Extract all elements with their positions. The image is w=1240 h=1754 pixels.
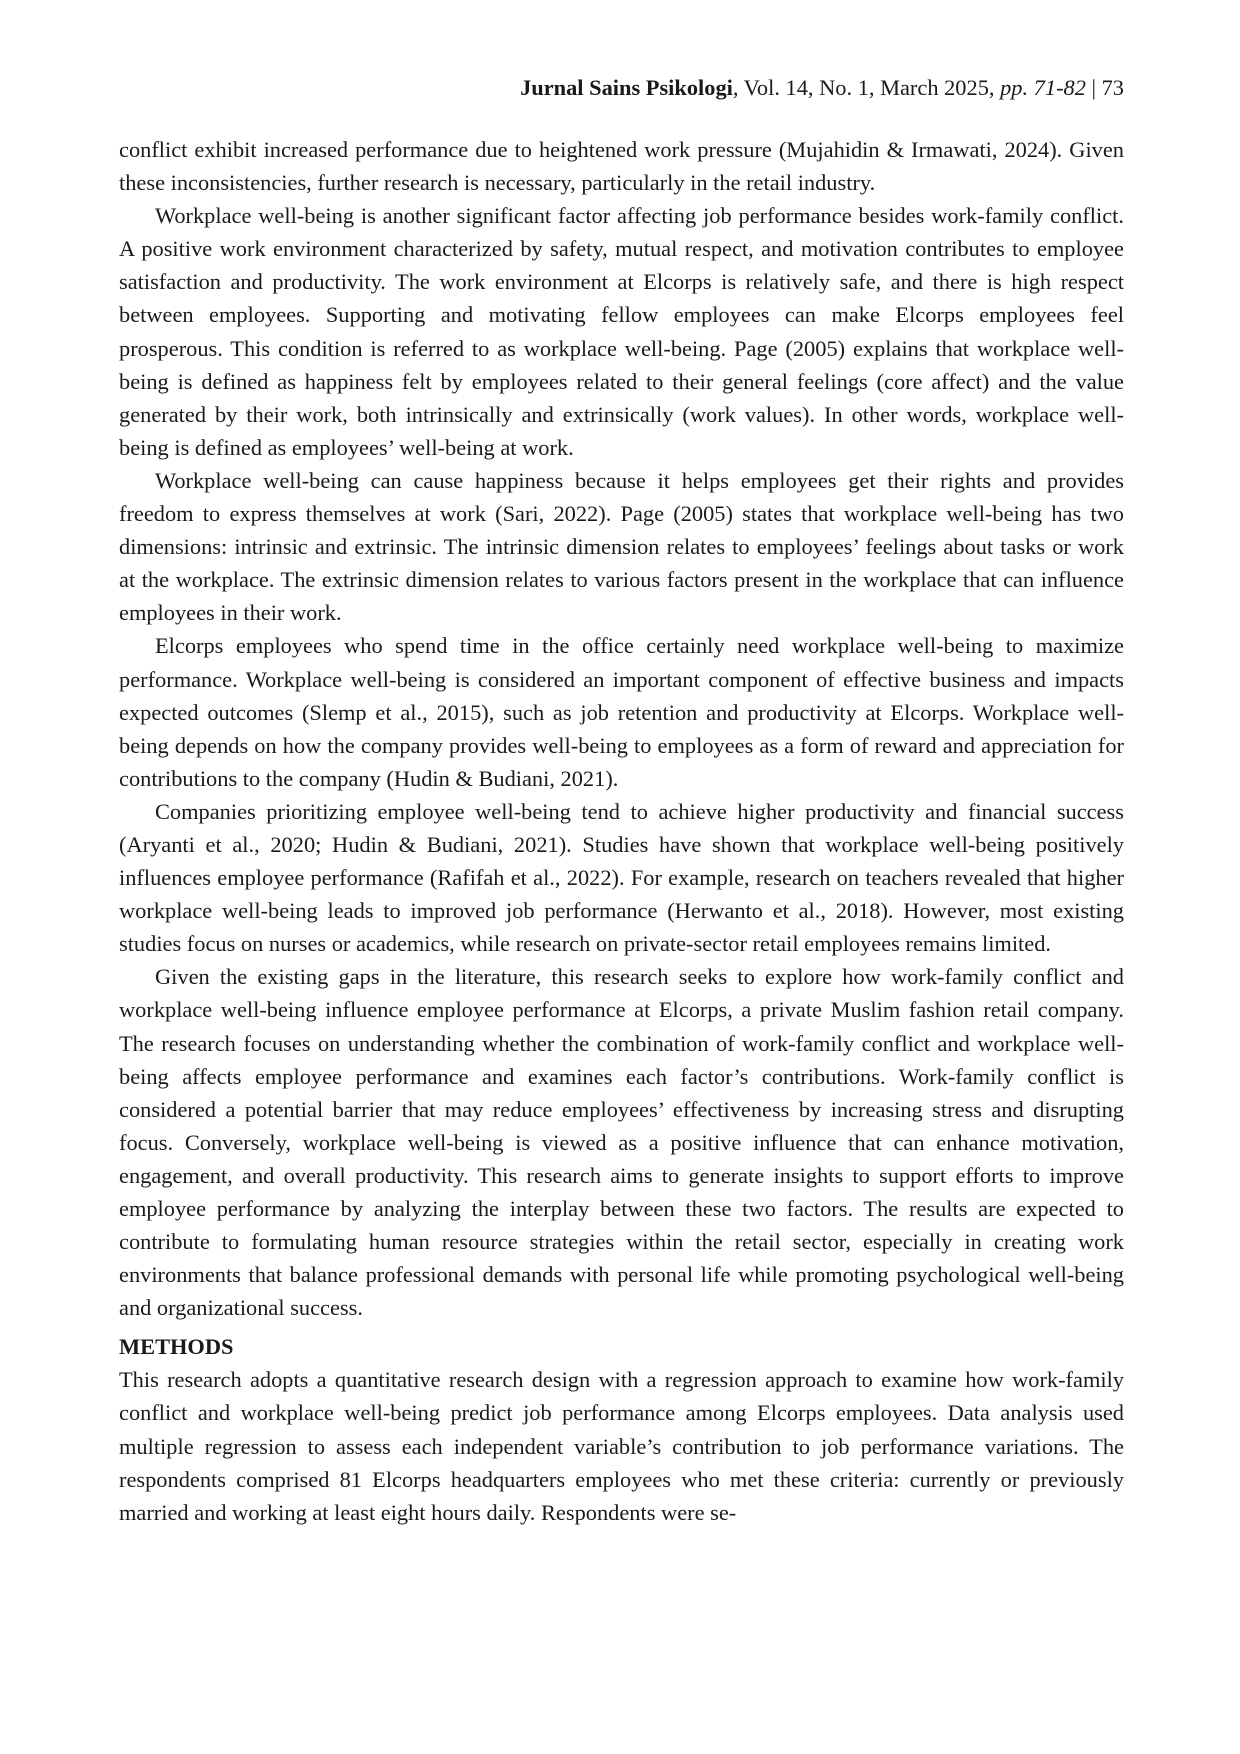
running-header [119,74,1124,102]
journal-title: Jurnal Sains Psikologi [520,75,733,100]
paragraph-continued: conflict exhibit increased performance due to heightened work pressure (Mujahidin & Irmawati, 2024). Given these inconsistencies, further research is necessary, particularly in the retail industry. [119,137,1124,196]
header-separator: | [1085,75,1102,100]
paragraph-workplace-wellbeing: Workplace well-being is another significant factor affecting job performance besides work-family conflict. A positive work environment characterized by safety, mutual respect, and motivation contributes to employee satisfaction and productivity. The work environment at Elcorps is relatively safe, and there is high respect between employees. Supporting and motivating fellow employees can make Elcorps employees feel prosperous. This condition is referred to as workplace well-being. Page (2005) explains that workplace well-being is defined as happiness felt by employees related to their general feelings (core affect) and the value generated by their work, both intrinsically and extrinsically (work values). In other words, workplace well-being is defined as employees’ well-being at work. [119,203,1124,460]
page-number: 73 [1101,75,1124,100]
paragraph-elcorps-performance: Elcorps employees who spend time in the office certainly need workplace well-being to maximize performance. Workplace well-being is considered an important component of effective business and impacts expected outcomes (Slemp et al., 2015), such as job retention and productivity at Elcorps. Workplace well-being depends on how the company provides well-being to employees as a form of reward and appreciation for contributions to the company (Hudin & Budiani, 2021). [119,633,1124,791]
page-range: pp. 71-82 [1000,75,1086,100]
paragraph-happiness-dimensions: Workplace well-being can cause happiness because it helps employees get their rights and provides freedom to express themselves at work (Sari, 2022). Page (2005) states that workplace well-being has two dimensions: intrinsic and extrinsic. The intrinsic dimension relates to employees’ feelings about tasks or work at the workplace. The extrinsic dimension relates to various factors present in the workplace that can influence employees in their work. [119,467,1124,626]
paragraph-productivity-studies: Companies prioritizing employee well-being tend to achieve higher productivity and financial success (Aryanti et al., 2020; Hudin & Budiani, 2021). Studies have shown that workplace well-being positively influences employee performance (Rafifah et al., 2022). For example, research on teachers revealed that higher workplace well-being leads to improved job performance (Herwanto et al., 2018). However, most existing studies focus on nurses or academics, while research on private-sector retail employees remains limited. [119,798,1124,957]
methods-heading: METHODS [119,1334,234,1360]
paragraph-research-gaps: Given the existing gaps in the literature, this research seeks to explore how work-family conflict and workplace well-being influence employee performance at Elcorps, a private Muslim fashion retail company. The research focuses on understanding whether the combination of work-family conflict and workplace well-being affects employee performance and examines each factor’s contributions. Work-family conflict is considered a potential barrier that may reduce employees’ effectiveness by increasing stress and disrupting focus. Conversely, workplace well-being is viewed as a positive influence that can enhance motivation, engagement, and overall productivity. This research aims to generate insights to support efforts to improve employee performance by analyzing the interplay between these two factors. The results are expected to contribute to formulating human resource strategies within the retail sector, especially in creating work environments that balance professional demands with personal life while promoting psychological well-being and organizational success. [119,964,1124,1321]
paragraph-methods: This research adopts a quantitative research design with a regression approach to examine how work-family conflict and workplace well-being predict job performance among Elcorps employees. Data analysis used multiple regression to assess each independent variable’s contribution to job performance variations. The respondents comprised 81 Elcorps headquarters employees who met these criteria: currently or previously married and working at least eight hours daily. Respondents were se- [119,1367,1124,1525]
journal-page [119,74,1124,1529]
volume-info: , Vol. 14, No. 1, March 2025, [732,75,1001,100]
